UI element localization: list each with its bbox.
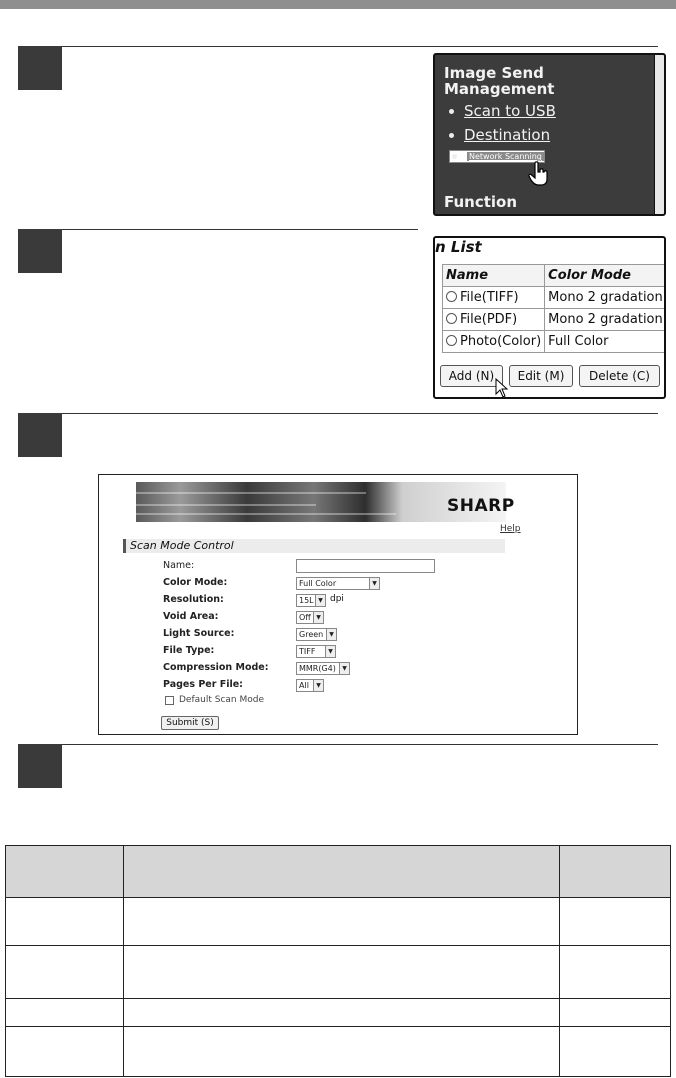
menu-title-line1: Image Send (444, 64, 544, 82)
banner-stripe (136, 504, 316, 506)
row-name-cell[interactable] (443, 331, 545, 353)
radio-button[interactable] (446, 335, 457, 346)
table-row[interactable] (443, 287, 667, 309)
menu-title-line2: Management (444, 80, 555, 98)
select-value: All (299, 681, 309, 690)
compression-mode-select[interactable] (296, 662, 350, 675)
select-value: TIFF (299, 647, 316, 656)
row-color-mode: Full Color (545, 331, 666, 353)
color-mode-label: Color Mode: (163, 577, 228, 588)
select-value: MMR(G4) (299, 664, 336, 673)
table-header-cell (123, 846, 559, 898)
light-source-label: Light Source: (163, 628, 235, 639)
resolution-label: Resolution: (163, 594, 224, 605)
arrow-pointer-icon (495, 378, 509, 398)
chevron-down-icon[interactable]: ▼ (339, 663, 349, 674)
list-title: n List (435, 238, 482, 256)
menu-function-heading: Function (444, 193, 518, 211)
select-value: 15L (299, 596, 314, 605)
table-cell (6, 898, 124, 946)
table-header-row (443, 265, 667, 287)
banner-stripe (136, 492, 366, 494)
row-color-mode: Mono 2 gradation (545, 309, 666, 331)
step-4-rule (18, 744, 658, 745)
select-value: Full Color (299, 579, 337, 588)
default-scan-mode-label: Default Scan Mode (179, 695, 265, 705)
submit-button[interactable]: Submit (S) (161, 716, 219, 730)
table-cell (560, 946, 671, 999)
scan-mode-control-title: Scan Mode Control (123, 539, 505, 553)
table-cell (560, 1027, 671, 1077)
table-cell (560, 999, 671, 1027)
row-name-cell[interactable] (443, 287, 545, 309)
menu-item-scan-to-usb[interactable] (449, 102, 556, 120)
table-row (6, 999, 671, 1027)
table-row[interactable] (443, 309, 667, 331)
table-row (6, 898, 671, 946)
step-2-number-box (18, 229, 62, 273)
pages-per-file-select[interactable] (296, 679, 324, 692)
table-cell (123, 898, 559, 946)
step-4-number-box (18, 744, 62, 788)
scan-mode-control-panel (98, 474, 578, 735)
sharp-banner (136, 482, 515, 522)
table-cell (6, 1027, 124, 1077)
table-header-cell (560, 846, 671, 898)
table-cell (123, 999, 559, 1027)
image-send-menu-panel (433, 53, 666, 216)
bullet-icon (449, 109, 454, 114)
settings-table (5, 845, 671, 1077)
delete-button[interactable]: Delete (C) (579, 365, 660, 387)
table-row[interactable] (443, 331, 667, 353)
scan-mode-list-panel (433, 236, 666, 399)
table-cell (123, 946, 559, 999)
table-row (6, 1027, 671, 1077)
void-area-select[interactable] (296, 611, 324, 624)
row-name: Photo(Color) (460, 334, 542, 349)
name-input[interactable] (296, 559, 435, 573)
column-header-name: Name (443, 265, 545, 287)
file-type-select[interactable] (296, 645, 336, 658)
resolution-unit: dpi (330, 594, 344, 604)
chevron-down-icon[interactable]: ▼ (313, 612, 323, 623)
compression-mode-label: Compression Mode: (163, 662, 269, 673)
name-label: Name: (163, 560, 195, 571)
sharp-logo: SHARP (447, 496, 515, 516)
table-header-cell (6, 846, 124, 898)
row-name: File(PDF) (460, 312, 518, 327)
chevron-down-icon[interactable]: ▼ (325, 646, 335, 657)
radio-button[interactable] (446, 291, 457, 302)
void-area-label: Void Area: (163, 611, 219, 622)
step-3-number-box (18, 413, 62, 457)
menu-title (444, 65, 554, 97)
scan-mode-list-table (442, 264, 666, 353)
chevron-down-icon[interactable]: ▼ (369, 578, 379, 589)
scrollbar[interactable] (654, 55, 664, 214)
color-mode-select[interactable] (296, 577, 380, 590)
menu-item-label[interactable]: Scan to USB (464, 102, 556, 120)
top-bar (0, 0, 676, 9)
chevron-down-icon[interactable]: ▼ (315, 595, 325, 606)
row-color-mode: Mono 2 gradation (545, 287, 666, 309)
table-row (6, 946, 671, 999)
help-link[interactable]: Help (500, 524, 521, 534)
row-name-cell[interactable] (443, 309, 545, 331)
menu-item-destination[interactable] (449, 126, 550, 144)
hand-pointer-icon (528, 161, 550, 187)
edit-button[interactable]: Edit (M) (509, 365, 573, 387)
add-button[interactable]: Add (N) (440, 365, 503, 387)
table-cell (560, 898, 671, 946)
chevron-down-icon[interactable]: ▼ (313, 680, 323, 691)
row-name: File(TIFF) (460, 290, 519, 305)
step-1-rule (18, 46, 658, 47)
select-value: Green (299, 630, 324, 639)
menu-item-label[interactable]: Destination (464, 126, 551, 144)
bullet-icon (449, 133, 454, 138)
column-header-color-mode: Color Mode (545, 265, 666, 287)
chevron-down-icon[interactable]: ▼ (326, 629, 336, 640)
resolution-select[interactable] (296, 594, 326, 607)
step-1-number-box (18, 46, 62, 90)
table-header-row (6, 846, 671, 898)
banner-stripe (136, 513, 396, 515)
step-3-rule (18, 413, 658, 414)
light-source-select[interactable] (296, 628, 337, 641)
menu-item-label[interactable]: Network Scanning (469, 152, 542, 161)
table-cell (123, 1027, 559, 1077)
table-cell (6, 946, 124, 999)
pages-per-file-label: Pages Per File: (163, 679, 243, 690)
radio-button[interactable] (446, 313, 457, 324)
file-type-label: File Type: (163, 645, 215, 656)
default-scan-mode-checkbox[interactable] (165, 696, 174, 705)
table-cell (6, 999, 124, 1027)
bullet-icon (452, 154, 457, 159)
step-2-rule (18, 229, 418, 230)
select-value: Off (299, 613, 311, 622)
